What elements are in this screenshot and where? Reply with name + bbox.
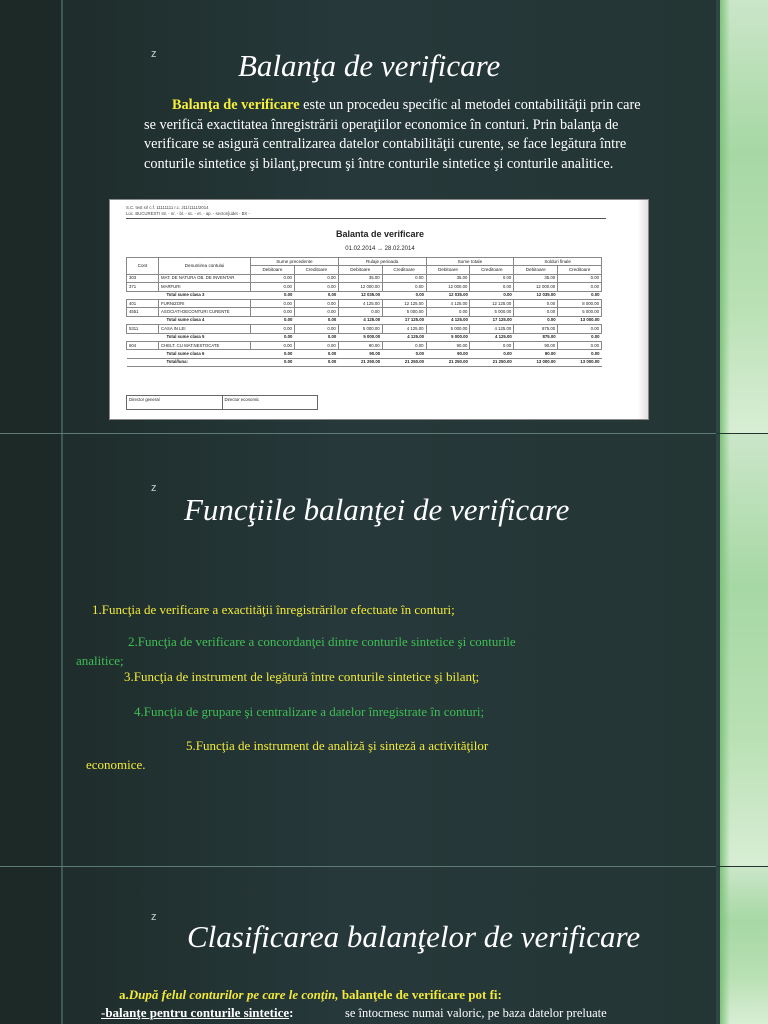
row-value: 90.00 — [426, 341, 470, 349]
row-value: 0.00 — [294, 283, 338, 291]
sub-header: Creditoare — [558, 266, 602, 274]
group-header: Sume precedente — [251, 258, 339, 266]
row-spacer — [127, 316, 159, 324]
doc-header-address: Loc. BUCURESTI str. - nr. - bl. - sc. - et. - ap. - sector/judet - BX - — [126, 211, 250, 216]
table-row — [127, 299, 602, 307]
line-a-prefix: a. — [119, 987, 129, 1002]
doc-header-divider — [126, 218, 606, 219]
row-value: 0.00 — [251, 291, 295, 299]
sub-header: Creditoare — [470, 266, 514, 274]
row-value: 21 250.00 — [338, 358, 382, 366]
row-account-name: ASOCIATI-DECONTURI CURENTE — [159, 308, 251, 316]
row-value: 0.00 — [294, 316, 338, 324]
row-value: 875.00 — [514, 325, 558, 333]
slide-right-band — [716, 0, 768, 433]
row-value: 21 250.00 — [426, 358, 470, 366]
row-value: 0.00 — [382, 341, 426, 349]
row-value: 0.00 — [251, 358, 295, 366]
line-b-colon: : — [289, 1005, 294, 1020]
slide-balanta — [0, 0, 768, 433]
row-value: 0.00 — [294, 291, 338, 299]
row-value: 4 125.00 — [338, 316, 382, 324]
row-value: 0.00 — [514, 299, 558, 307]
row-value: 12 125.00 — [470, 299, 514, 307]
row-account-name: CHELT. CU MAT.NESTOCATE — [159, 341, 251, 349]
row-cont: 5311 — [127, 325, 159, 333]
row-account-name: MARFURI — [159, 283, 251, 291]
row-cont: 371 — [127, 283, 159, 291]
row-value: 0.00 — [382, 291, 426, 299]
slide-right-band — [716, 867, 768, 1024]
row-value: 5 000.00 — [426, 325, 470, 333]
row-value: 12 035.00 — [514, 291, 558, 299]
row-value: 0.00 — [251, 274, 295, 282]
row-value: 0.00 — [251, 325, 295, 333]
slide-left-line — [61, 0, 63, 433]
row-value: 4 125.00 — [426, 316, 470, 324]
doc-shadow — [638, 200, 648, 419]
row-value: 0.00 — [382, 350, 426, 358]
row-value: 13 000.00 — [558, 316, 602, 324]
doc-period: 01.02.2014 → 28.02.2014 — [345, 246, 415, 252]
table-row — [127, 341, 602, 349]
function-item-1: 1.Funcţia de verificare a exactităţii înregistrărilor efectuate în conturi; — [92, 602, 455, 617]
row-value: 0.00 — [382, 274, 426, 282]
row-value: 12 000.00 — [514, 283, 558, 291]
row-value: 4 125.00 — [382, 325, 426, 333]
intro-highlight: Balanţa de verificare — [172, 97, 300, 113]
row-value: 13 000.00 — [514, 358, 558, 366]
group-header: Rulaje perioada — [338, 258, 426, 266]
row-value: 4 125.00 — [426, 299, 470, 307]
table-row — [127, 283, 602, 291]
row-value: 0.00 — [470, 350, 514, 358]
row-value: 90.00 — [338, 350, 382, 358]
slide-title: Funcţiile balanţei de verificare — [184, 492, 570, 527]
classification-line-b — [101, 1005, 293, 1021]
table-body — [127, 274, 602, 366]
row-value: 12 125.00 — [382, 299, 426, 307]
row-value: 0.00 — [558, 283, 602, 291]
function-item-5: 5.Funcţia de instrument de analiză şi sinteză a activităţilor — [186, 738, 489, 753]
row-spacer — [127, 350, 159, 358]
row-value: 0.00 — [251, 333, 295, 341]
row-value: 0.00 — [558, 350, 602, 358]
signature-box — [126, 395, 318, 410]
row-value: 5 000.00 — [426, 333, 470, 341]
row-value: 12 035.00 — [338, 291, 382, 299]
function-item-5-cont: economice. — [86, 757, 146, 772]
sign-director-general: Director general — [129, 397, 160, 402]
function-item-2-cont: analitice; — [76, 653, 124, 668]
intro-paragraph — [144, 96, 654, 174]
classification-line-b-rest: se întocmesc numai valoric, pe baza datelor preluate — [345, 1006, 607, 1020]
group-header: Sume totale — [426, 258, 514, 266]
row-value: 875.00 — [514, 333, 558, 341]
row-value: 90.00 — [338, 341, 382, 349]
slide-functii — [0, 434, 768, 866]
row-cont: 303 — [127, 274, 159, 282]
row-value: 90.00 — [426, 350, 470, 358]
row-spacer — [127, 333, 159, 341]
sub-header: Debitoare — [514, 266, 558, 274]
sub-header: Debitoare — [338, 266, 382, 274]
row-value: 12 000.00 — [338, 283, 382, 291]
row-value: 0.00 — [251, 283, 295, 291]
line-a-rest: balanţele de verificare pot fi: — [338, 987, 502, 1002]
row-value: 4 125.00 — [470, 325, 514, 333]
col-name-header: Denumirea contului — [159, 258, 251, 275]
row-value: 90.00 — [514, 341, 558, 349]
row-value: 0.00 — [558, 333, 602, 341]
row-value: 17 125.00 — [470, 316, 514, 324]
table-row — [127, 274, 602, 282]
row-total-label: Total sume clasa 3 — [159, 291, 251, 299]
sign-director-economic: Director economic — [222, 396, 318, 409]
row-value: 0.00 — [470, 341, 514, 349]
sub-header: Creditoare — [294, 266, 338, 274]
slide-marker-icon: z — [151, 482, 157, 494]
row-value: 8 000.00 — [558, 299, 602, 307]
row-spacer — [127, 358, 159, 366]
group-header: Solduri finale — [514, 258, 602, 266]
row-spacer — [127, 291, 159, 299]
classification-line-a — [119, 987, 502, 1003]
row-value: 0.00 — [514, 316, 558, 324]
table-group-header-row — [127, 258, 602, 266]
row-cont: 604 — [127, 341, 159, 349]
row-value: 21 250.00 — [470, 358, 514, 366]
row-value: 0.00 — [294, 341, 338, 349]
row-value: 4 125.00 — [382, 333, 426, 341]
function-item-4: 4.Funcţia de grupare şi centralizare a datelor înregistrate în conturi; — [134, 704, 485, 719]
slide-title: Clasificarea balanţelor de verificare — [187, 919, 641, 954]
row-value: 0.00 — [558, 274, 602, 282]
row-value: 0.00 — [251, 308, 295, 316]
row-value: 0.00 — [470, 283, 514, 291]
sub-header: Debitoare — [426, 266, 470, 274]
table-row — [127, 325, 602, 333]
row-value: 0.00 — [294, 333, 338, 341]
intro-text: este un procedeu specific al metodei contabilităţii prin care se verifică exactitatea înregistrării operaţiilor economice în conturi. Prin balanţa de verificare se asigură centralizarea datelor contabilităţii curente, se face legătura între conturile sintetice şi bilanţ,precum şi între conturile sintetice şi conturile analitice. — [144, 97, 641, 172]
table-total-row — [127, 316, 602, 324]
doc-title: Balanta de verificare — [335, 229, 425, 239]
row-value: 0.00 — [251, 299, 295, 307]
row-value: 35.00 — [338, 274, 382, 282]
row-value: 5 000.00 — [558, 308, 602, 316]
row-value: 35.00 — [514, 274, 558, 282]
row-value: 0.00 — [470, 274, 514, 282]
row-value: 0.00 — [294, 325, 338, 333]
row-value: 0.00 — [294, 308, 338, 316]
row-value: 0.00 — [382, 283, 426, 291]
line-a-italic: După felul conturilor pe care le conţin, — [128, 987, 339, 1002]
row-value: 0.00 — [294, 299, 338, 307]
row-value: 0.00 — [251, 341, 295, 349]
function-item-3: 3.Funcţia de instrument de legătură între conturile sintetice şi bilanţ; — [124, 669, 480, 684]
doc-header-company: S.C. test srl c.f. 11111111 r.c. J11/1111/2014 — [126, 205, 209, 210]
row-value: 0.00 — [558, 341, 602, 349]
row-value: 35.00 — [426, 274, 470, 282]
row-value: 12 035.00 — [426, 291, 470, 299]
slide-marker-icon: z — [151, 911, 157, 923]
row-value: 0.00 — [426, 308, 470, 316]
row-cont: 401 — [127, 299, 159, 307]
slide-marker-icon: z — [151, 48, 157, 60]
row-value: 0.00 — [251, 316, 295, 324]
row-value: 5 000.00 — [338, 325, 382, 333]
slide-left-line — [61, 434, 63, 866]
row-total-label: Total sume clasa 6 — [159, 350, 251, 358]
row-value: 0.00 — [514, 308, 558, 316]
row-cont: 4551 — [127, 308, 159, 316]
row-value: 0.00 — [558, 291, 602, 299]
balance-table — [126, 257, 602, 367]
row-value: 0.00 — [338, 308, 382, 316]
row-value: 0.00 — [294, 358, 338, 366]
row-total-label: Total/luna: — [159, 358, 251, 366]
row-value: 0.00 — [558, 325, 602, 333]
row-value: 17 125.00 — [382, 316, 426, 324]
row-value: 12 000.00 — [426, 283, 470, 291]
slide-right-band — [716, 434, 768, 866]
row-value: 13 000.00 — [558, 358, 602, 366]
slide-left-line — [61, 867, 63, 1024]
row-value: 4 125.00 — [338, 299, 382, 307]
sub-header: Creditoare — [382, 266, 426, 274]
row-value: 90.00 — [514, 350, 558, 358]
table-total-row — [127, 291, 602, 299]
sub-header: Debitoare — [251, 266, 295, 274]
slide-title: Balanţa de verificare — [238, 48, 501, 83]
balance-document-image — [109, 199, 649, 420]
col-cont-header: Cont — [127, 258, 159, 275]
table-total-row — [127, 350, 602, 358]
row-value: 5 000.00 — [470, 308, 514, 316]
row-total-label: Total sume clasa 5 — [159, 333, 251, 341]
row-account-name: FURNIZORI — [159, 299, 251, 307]
row-value: 4 125.00 — [470, 333, 514, 341]
row-value: 0.00 — [294, 274, 338, 282]
row-value: 5 000.00 — [338, 333, 382, 341]
line-b-bold: -balanţe pentru conturile sintetice — [101, 1005, 290, 1020]
table-total-row — [127, 358, 602, 366]
row-value: 0.00 — [251, 350, 295, 358]
row-account-name: MAT. DE NATURA OB. DE INVENTAR — [159, 274, 251, 282]
row-account-name: CASA IN LEI — [159, 325, 251, 333]
row-value: 21 250.00 — [382, 358, 426, 366]
table-total-row — [127, 333, 602, 341]
row-total-label: Total sume clasa 4 — [159, 316, 251, 324]
row-value: 0.00 — [470, 291, 514, 299]
row-value: 5 000.00 — [382, 308, 426, 316]
function-item-2: 2.Funcţia de verificare a concordanţei dintre conturile sintetice şi conturile — [128, 634, 516, 649]
row-value: 0.00 — [294, 350, 338, 358]
table-row — [127, 308, 602, 316]
